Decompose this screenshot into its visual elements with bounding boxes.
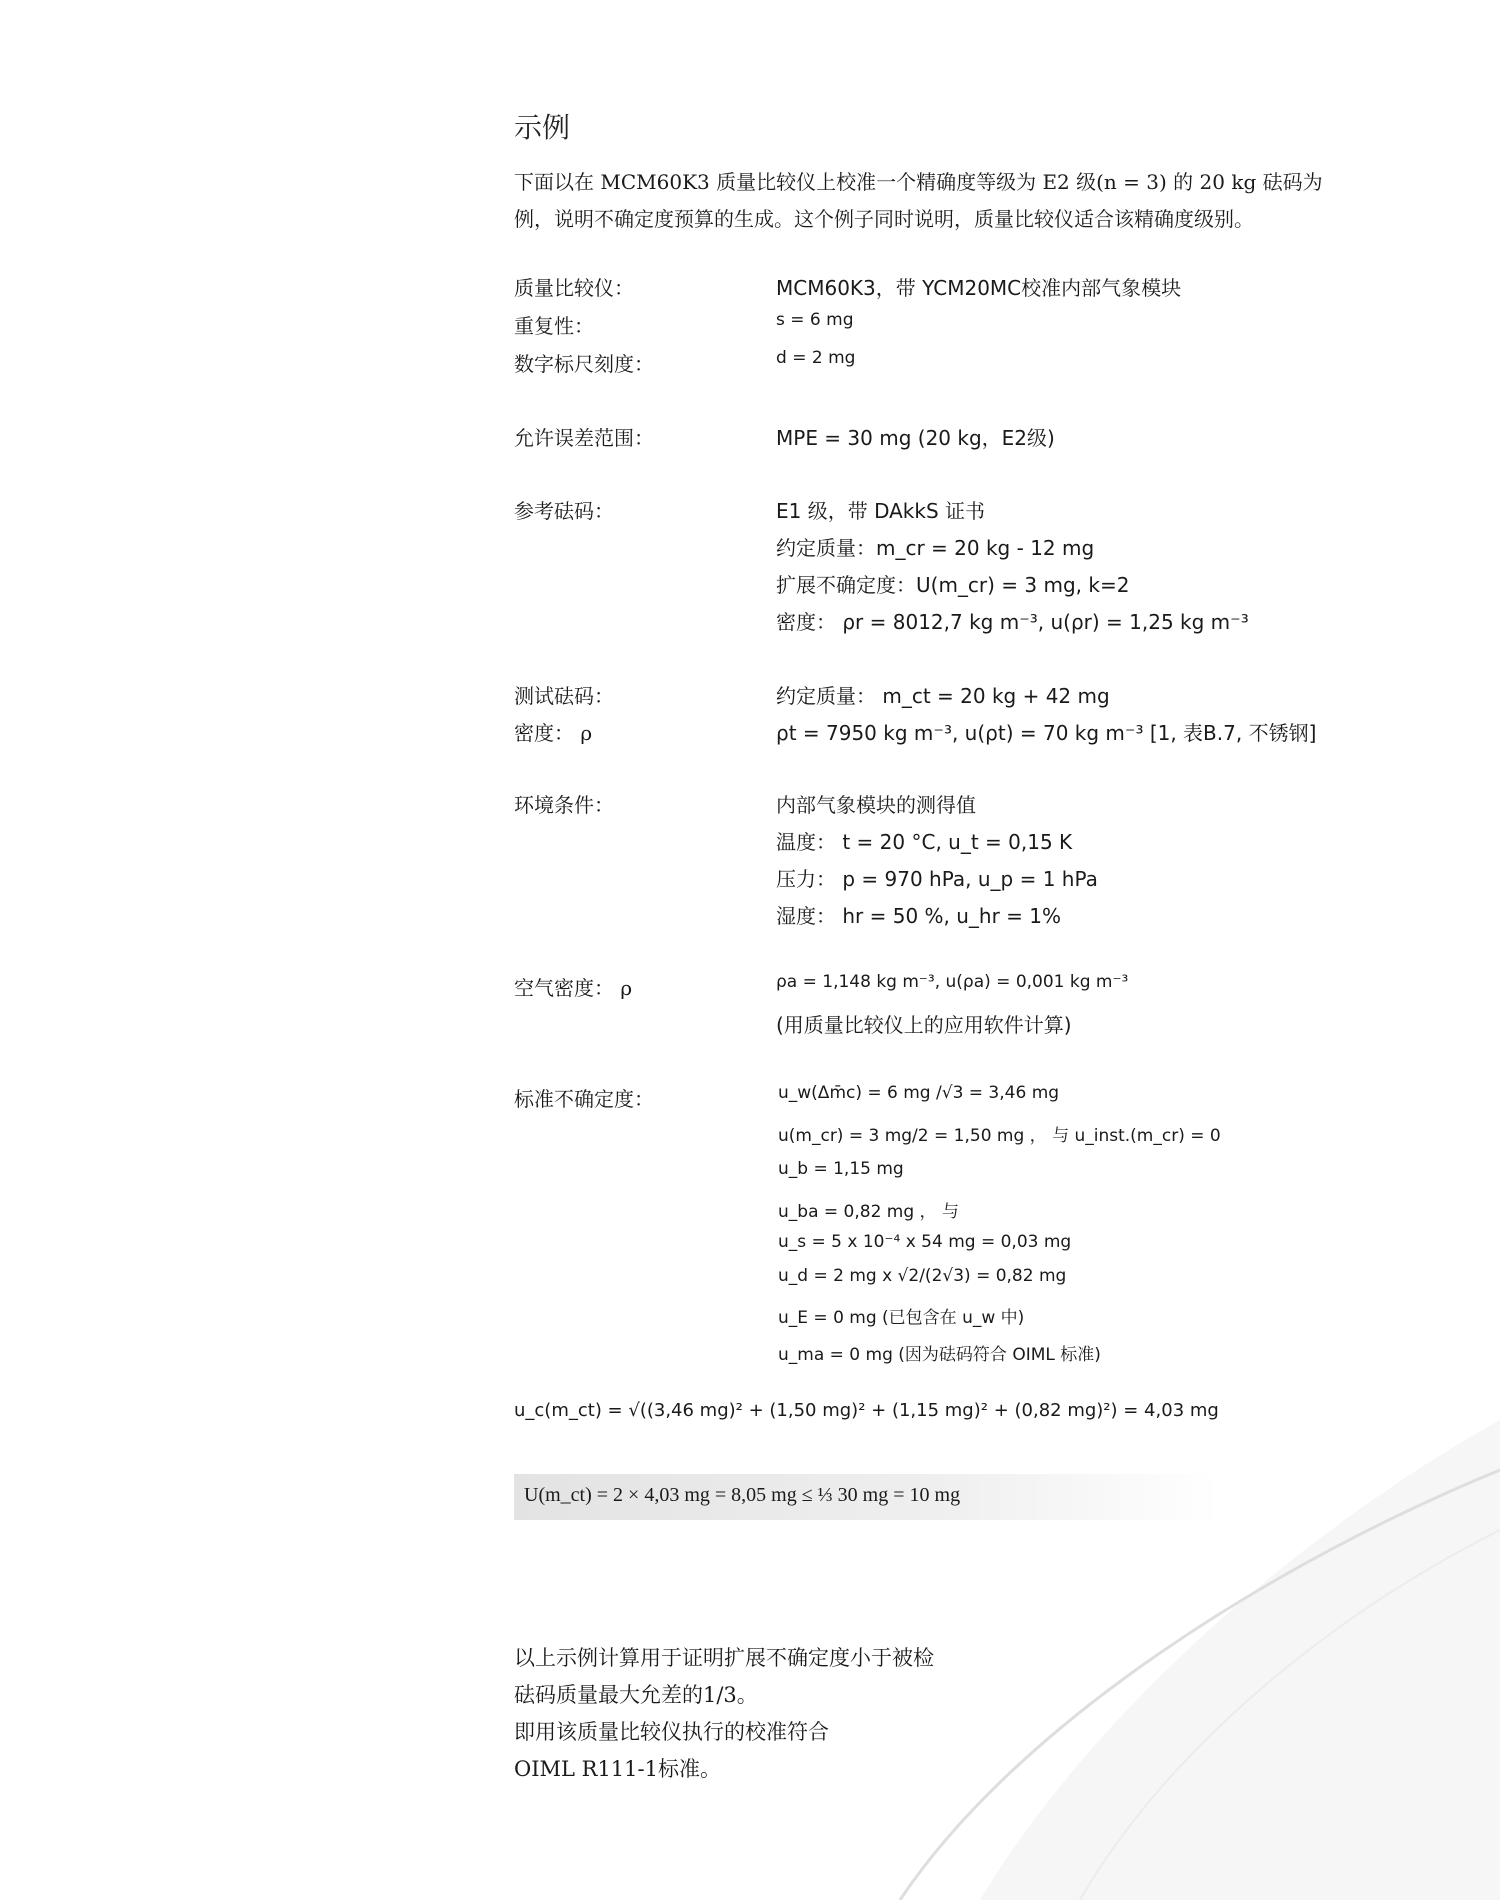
test-weight-density-label: 密度： ρ — [514, 721, 593, 745]
repeatability-label: 重复性： — [514, 314, 594, 338]
comparator-label: 质量比较仪： — [514, 276, 634, 300]
uncertainty-line: u_w(Δm̄c) = 6 mg /√3 = 3,46 mg — [778, 1083, 1060, 1103]
test-weight-line: 约定质量： m_ct = 20 kg + 42 mg — [776, 684, 1110, 708]
standard-uncertainty-label: 标准不确定度： — [514, 1087, 654, 1111]
uncertainty-line: u_b = 1,15 mg — [778, 1159, 904, 1179]
environment-line: 内部气象模块的测得值 — [776, 793, 976, 817]
mpe-value: MPE = 30 mg (20 kg，E2级) — [776, 426, 1055, 450]
conclusion-line: OIML R111-1标准。 — [514, 1757, 721, 1781]
uncertainty-line: u_ba = 0,82 mg ， 与 — [778, 1202, 959, 1222]
environment-line: 压力： p = 970 hPa, u_p = 1 hPa — [776, 867, 1098, 891]
repeatability-value: s = 6 mg — [776, 310, 854, 330]
intro-line: 下面以在 MCM60K3 质量比较仪上校准一个精确度等级为 E2 级(n = 3) 的 20 kg 砝码为 — [514, 170, 1323, 194]
uncertainty-line: u_d = 2 mg x √2/(2√3) = 0,82 mg — [778, 1266, 1067, 1286]
mpe-label: 允许误差范围： — [514, 426, 654, 450]
uncertainty-line: u_ma = 0 mg (因为砝码符合 OIML 标准) — [778, 1345, 1101, 1365]
reference-weight-label: 参考砝码： — [514, 499, 614, 523]
reference-weight-line: 密度： ρr = 8012,7 kg m⁻³, u(ρr) = 1,25 kg m⁻³ — [776, 610, 1249, 634]
conclusion-line: 以上示例计算用于证明扩展不确定度小于被检 — [514, 1646, 934, 1670]
conclusion-line: 即用该质量比较仪执行的校准符合 — [514, 1720, 829, 1744]
reference-weight-line: 扩展不确定度：U(m_cr) = 3 mg, k=2 — [776, 573, 1130, 597]
digital-scale-value: d = 2 mg — [776, 348, 856, 368]
environment-line: 湿度： hr = 50 %, u_hr = 1% — [776, 904, 1062, 928]
digital-scale-label: 数字标尺刻度： — [514, 352, 654, 376]
expanded-uncertainty-result: U(m_ct) = 2 × 4,03 mg = 8,05 mg ≤ ⅓ 30 mg = 10 mg — [524, 1484, 961, 1506]
air-density-line: ρa = 1,148 kg m⁻³, u(ρa) = 0,001 kg m⁻³ — [776, 972, 1129, 992]
conclusion-paragraph — [514, 1640, 934, 1788]
intro-paragraph — [514, 164, 1354, 238]
uncertainty-line: u_s = 5 x 10⁻⁴ x 54 mg = 0,03 mg — [778, 1232, 1072, 1252]
uncertainty-line: u_E = 0 mg (已包含在 u_w 中) — [778, 1308, 1025, 1328]
intro-line: 例，说明不确定度预算的生成。这个例子同时说明，质量比较仪适合该精确度级别。 — [514, 207, 1254, 231]
air-density-label: 空气密度： ρ — [514, 976, 633, 1000]
conclusion-line: 砝码质量最大允差的1/3。 — [514, 1683, 758, 1707]
reference-weight-line: 约定质量：m_cr = 20 kg - 12 mg — [776, 536, 1095, 560]
reference-weight-line: E1 级，带 DAkkS 证书 — [776, 499, 986, 523]
test-weight-label: 测试砝码： — [514, 684, 614, 708]
combined-uncertainty-formula: u_c(m_ct) = √((3,46 mg)² + (1,50 mg)² + (1,15 mg)² + (0,82 mg)²) = 4,03 mg — [514, 1400, 1219, 1421]
comparator-value: MCM60K3，带 YCM20MC校准内部气象模块 — [776, 276, 1182, 300]
result-highlight-box — [514, 1474, 1220, 1520]
page-title: 示例 — [514, 111, 571, 144]
test-weight-line: ρt = 7950 kg m⁻³, u(ρt) = 70 kg m⁻³ [1, 表B.7, 不锈钢] — [776, 721, 1317, 745]
environment-label: 环境条件： — [514, 793, 614, 817]
air-density-line: (用质量比较仪上的应用软件计算) — [776, 1013, 1072, 1037]
environment-line: 温度： t = 20 °C, u_t = 0,15 K — [776, 830, 1073, 854]
uncertainty-line: u(m_cr) = 3 mg/2 = 1,50 mg ， 与 u_inst.(m_cr) = 0 — [778, 1126, 1221, 1146]
